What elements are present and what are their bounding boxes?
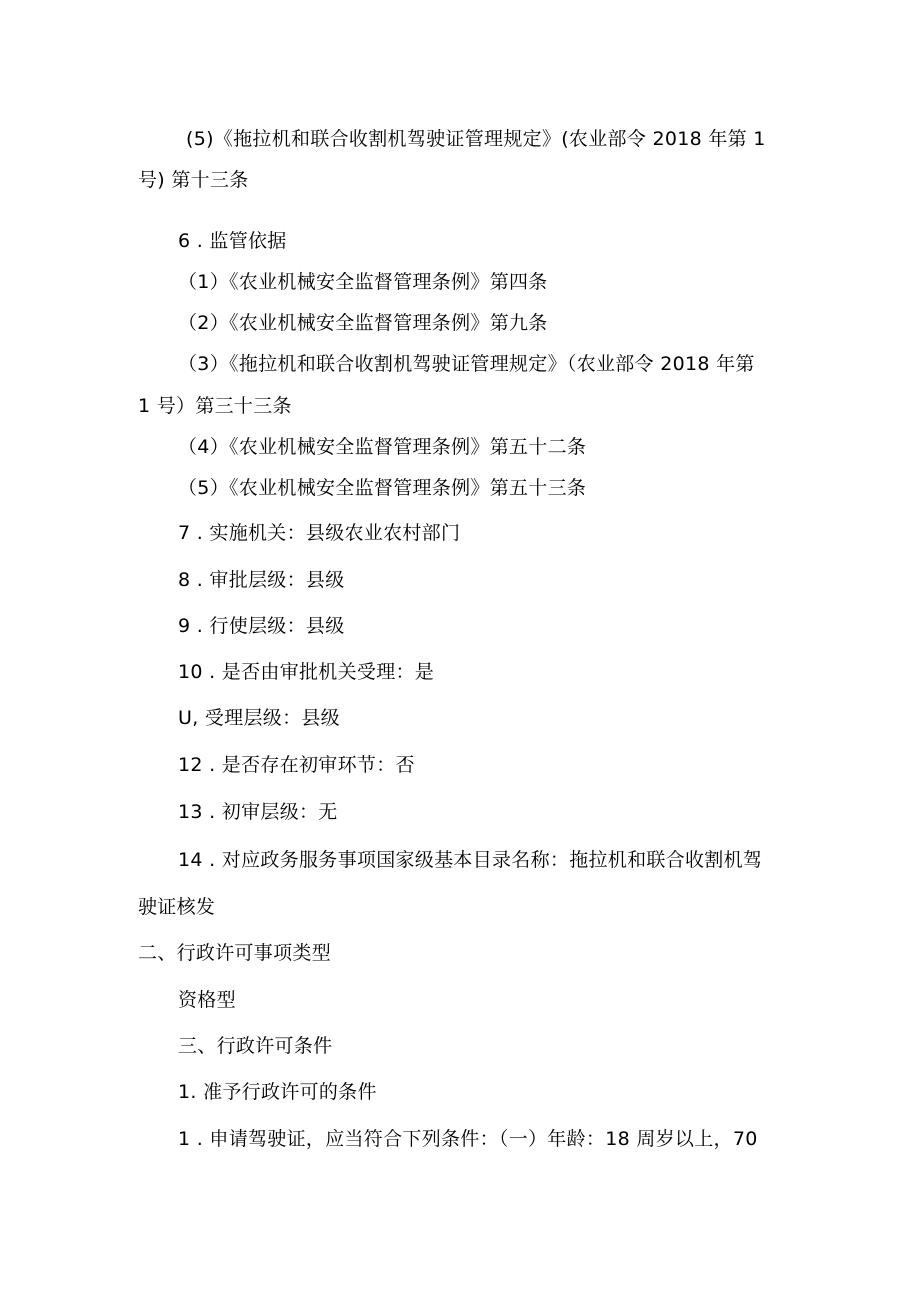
text-line: （3）《拖拉机和联合收割机驾驶证管理规定》（农业部令 2018 年第 [178,353,755,375]
text-line: （1）《农业机械安全监督管理条例》第四条 [178,271,548,293]
section-heading: 三、行政许可条件 [178,1035,333,1057]
text-line: 14 . 对应政务服务事项国家级基本目录名称：拖拉机和联合收割机驾 [178,849,763,871]
text-line: 12 . 是否存在初审环节：否 [178,754,415,776]
text-line: 6 . 监管依据 [178,230,287,252]
text-line: （4）《农业机械安全监督管理条例》第五十二条 [178,436,587,458]
text-line: 8 . 审批层级：县级 [178,569,345,591]
text-line: 号) 第十三条 [138,169,249,191]
text-line: U, 受理层级：县级 [178,707,340,729]
text-line: （5）《农业机械安全监督管理条例》第五十三条 [178,477,587,499]
section-heading: 二、行政许可事项类型 [138,942,332,964]
text-line: 1 . 申请驾驶证，应当符合下列条件：（一）年龄：18 周岁以上，70 [178,1128,758,1150]
text-line: （2）《农业机械安全监督管理条例》第九条 [178,312,548,334]
text-line: (5)《拖拉机和联合收割机驾驶证管理规定》(农业部令 2018 年第 1 [186,128,766,150]
text-line: 7 . 实施机关：县级农业农村部门 [178,522,461,544]
text-line: 资格型 [178,989,236,1011]
text-line: 驶证核发 [138,896,216,918]
text-line: 1 号）第三十三条 [138,395,292,417]
text-line: 10 . 是否由审批机关受理：是 [178,661,435,683]
text-line: 1. 准予行政许可的条件 [178,1081,377,1103]
text-line: 9 . 行使层级：县级 [178,615,345,637]
text-line: 13 . 初审层级：无 [178,801,338,823]
